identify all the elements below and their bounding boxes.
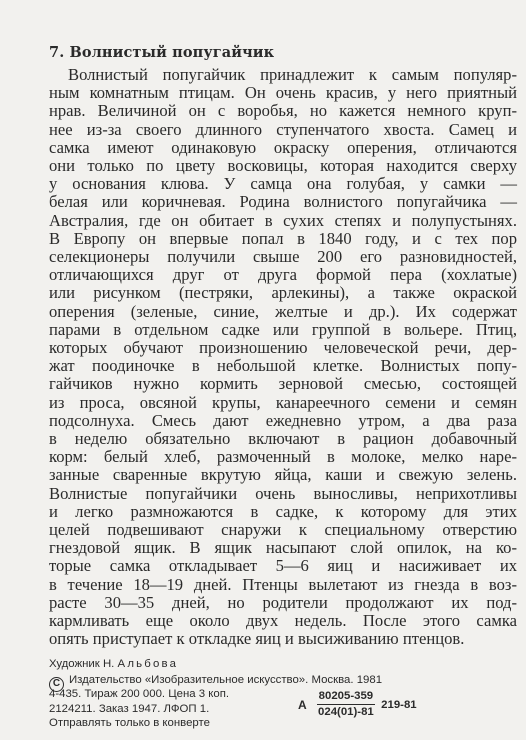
catalog-code-denominator: 024(01)-81 [318, 706, 374, 718]
article-line: которых обучают произношению человеческой речи, дер- [49, 338, 517, 358]
artist-surname: Альбова [117, 658, 179, 670]
article-line: целей подвешивают снаружи к специальному отверстию [49, 520, 517, 540]
article-line: ным комнатным птицам. Он очень красив, у него приятный [49, 83, 517, 103]
article-line: нрав. Величиной он с воробья, но кажется немного круп- [49, 101, 517, 121]
article-line: опять приступает к откладке яиц и высиживанию птенцов. [49, 629, 465, 649]
article-line: и легко размножаются в садке, к которому для этих [49, 501, 517, 521]
article-line: самка имеют одинаковую окраску оперения, отличаются [49, 137, 517, 157]
article-line: кармливать еще около двух недель. После этого самка [49, 611, 517, 631]
article-line: подсолнуха. Смесь дают ежедневно утром, а два раза [49, 410, 517, 430]
catalog-code-numerator: 80205-359 [317, 690, 375, 705]
article-line: в течение 18—19 дней. Птенцы вылетают из гнезда в воз- [49, 574, 517, 594]
artist-label: Художник Н. [49, 658, 115, 670]
article-line: торые самка откладывает 5—6 яиц и насиживает их [49, 556, 517, 576]
article-line: Волнистый попугайчик принадлежит к самым популяр- [68, 65, 517, 84]
publisher-line: Издательство «Изобразительное искусство». Москва. 1981 [69, 674, 383, 687]
copyright-icon: C [49, 677, 64, 692]
artist-credit [49, 657, 382, 671]
article-line: нее из-за своего длинного ступенчатого хвоста. Самец и [49, 119, 517, 139]
publisher-row [49, 673, 383, 690]
article-line: расте 30—35 дней, но родители продолжают их под- [49, 592, 517, 612]
print-run-line: 4-435. Тираж 200 000. Цена 3 коп. [49, 688, 230, 701]
mailing-note: Отправлять только в конверте [49, 716, 210, 729]
article-line: занные сваренные вкрутую яйца, каши и свежую зелень. [49, 465, 517, 485]
article-line: жат поодиночке в небольшой клетке. Волнистых попу- [49, 356, 517, 376]
catalog-code-letter: А [298, 697, 307, 712]
article-line: гайчиков нужно кормить зерновой смесью, состоящей [49, 374, 517, 394]
article-line: гнездовой ящик. В ящик насыпают слой опилок, на ко- [49, 538, 517, 558]
catalog-code-suffix: 219-81 [381, 698, 417, 711]
article-line: Австралия, где он обитает в сухих степях и полупустынях. [49, 210, 517, 230]
article-line: белая или коричневая. Родина волнистого попугайчика — [49, 192, 517, 212]
order-line: 2124211. Заказ 1947. ЛФОП 1. [49, 702, 210, 715]
article-line: В Европу он впервые попал в 1840 году, и с тех пор [49, 228, 517, 248]
article-line: селекционеры получили свыше 200 его разновидностей, [49, 247, 517, 267]
catalog-code-fraction [317, 690, 375, 719]
article-line: они только по цвету восковицы, которая находится сверху [49, 156, 517, 176]
article-line: Волнистые попугайчики очень выносливы, неприхотливы [49, 483, 517, 503]
catalog-code [298, 690, 417, 719]
article-line: в неделю обязательно включают в рацион добавочный [49, 429, 517, 449]
article-body [49, 66, 517, 649]
article-line: парами в отдельном садке или группой в вольере. Птиц, [49, 319, 517, 339]
article-line: отличающихся друг от друга формой пера (хохлатые) [49, 265, 517, 285]
article-line: у основания клюва. У самца она голубая, у самки — [49, 174, 517, 194]
article-title: 7. Волнистый попугайчик [49, 44, 275, 61]
article-line: из проса, овсяной крупы, канареечного семени и семян [49, 392, 517, 412]
article-line: или рисунком (пестряки, арлекины), а также окраской [49, 283, 517, 303]
article-line: корм: белый хлеб, размоченный в молоке, мелко наре- [49, 447, 517, 467]
article-line: оперения (зеленые, синие, желтые и др.). Их содержат [49, 301, 517, 321]
